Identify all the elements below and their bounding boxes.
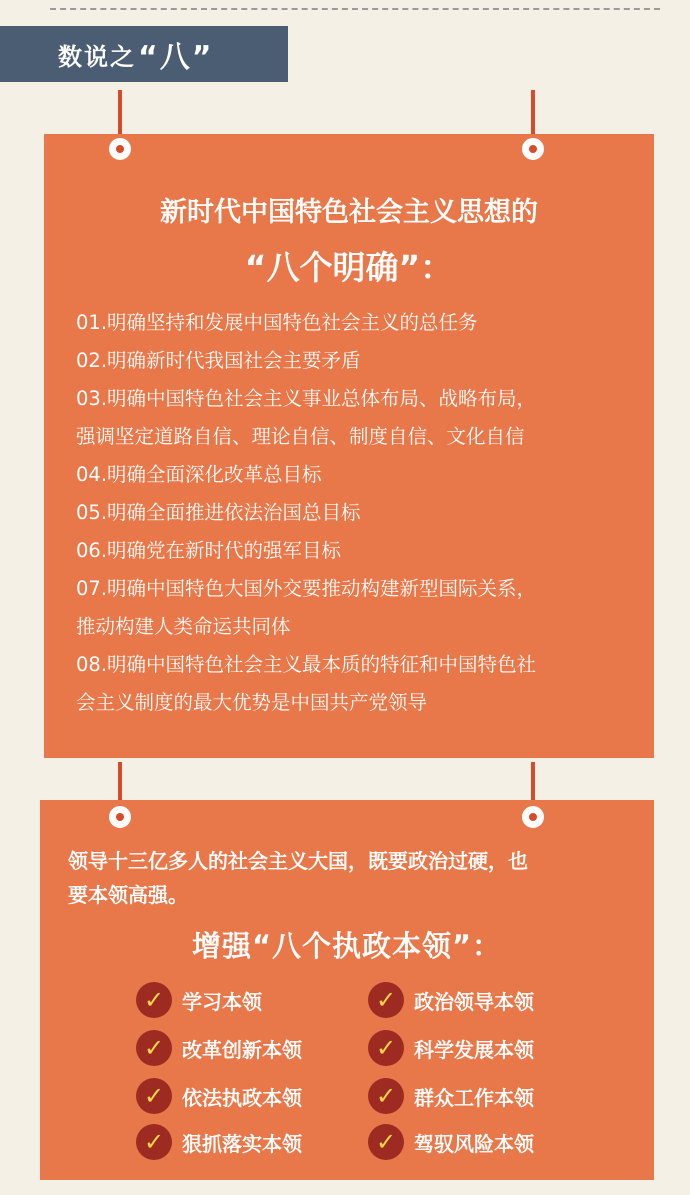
check-icon: ✓ — [136, 982, 172, 1018]
list-item: 05.明确全面推进依法治国总目标 — [76, 501, 361, 524]
ability-label: 依法执政本领 — [182, 1085, 302, 1110]
list-item: 03.明确中国特色社会主义事业总体布局、战略布局， — [76, 387, 537, 410]
check-icon: ✓ — [368, 1030, 404, 1066]
section-tag-prefix: 数说之 — [58, 42, 136, 71]
list-item: 08.明确中国特色社会主义最本质的特征和中国特色社 — [76, 653, 537, 676]
list-item: 强调坚定道路自信、理论自信、制度自信、文化自信 — [76, 425, 525, 448]
ability-label: 驾驭风险本领 — [414, 1131, 534, 1156]
list-item: 06.明确党在新时代的强军目标 — [76, 539, 342, 562]
list-item: 会主义制度的最大优势是中国共产党领导 — [76, 691, 428, 714]
ability-label: 科学发展本领 — [414, 1037, 534, 1062]
ability-label: 政治领导本领 — [414, 989, 534, 1014]
intro-line2: 要本领高强。 — [68, 883, 188, 907]
eight-clarifications-card — [44, 134, 654, 758]
ability-item — [136, 1030, 302, 1066]
clarifications-list — [76, 304, 646, 722]
check-icon: ✓ — [136, 1124, 172, 1160]
abilities-intro — [68, 844, 638, 912]
check-icon: ✓ — [136, 1078, 172, 1114]
ability-label: 群众工作本领 — [414, 1085, 534, 1110]
eight-abilities-card — [40, 800, 654, 1180]
ability-item — [368, 1078, 534, 1114]
list-item: 01.明确坚持和发展中国特色社会主义的总任务 — [76, 311, 478, 334]
pin-icon — [522, 138, 544, 160]
list-item: 04.明确全面深化改革总目标 — [76, 463, 322, 486]
check-icon: ✓ — [136, 1030, 172, 1066]
abilities-title: 增强“八个执政本领”： — [191, 929, 503, 963]
ability-label: 狠抓落实本领 — [182, 1131, 302, 1156]
ability-item — [136, 1124, 302, 1160]
ability-item — [368, 1030, 534, 1066]
list-item: 02.明确新时代我国社会主要矛盾 — [76, 349, 361, 372]
ability-item — [136, 982, 262, 1018]
intro-line1: 领导十三亿多人的社会主义大国，既要政治过硬，也 — [68, 849, 528, 873]
ability-item — [368, 982, 534, 1018]
ability-item — [136, 1078, 302, 1114]
check-icon: ✓ — [368, 982, 404, 1018]
card1-title-line2: “八个明确”： — [244, 248, 454, 287]
check-icon: ✓ — [368, 1078, 404, 1114]
card1-title-line1: 新时代中国特色社会主义思想的 — [160, 197, 538, 228]
list-item: 推动构建人类命运共同体 — [76, 615, 291, 638]
ability-item — [368, 1124, 534, 1160]
check-icon: ✓ — [368, 1124, 404, 1160]
ability-label: 改革创新本领 — [182, 1037, 302, 1062]
section-tag — [0, 26, 288, 82]
list-item: 07.明确中国特色大国外交要推动构建新型国际关系， — [76, 577, 537, 600]
section-tag-number: “八” — [138, 40, 214, 75]
top-dashed-divider — [50, 8, 660, 10]
pin-icon — [522, 806, 544, 828]
pin-icon — [109, 806, 131, 828]
ability-label: 学习本领 — [182, 989, 262, 1014]
pin-icon — [109, 138, 131, 160]
